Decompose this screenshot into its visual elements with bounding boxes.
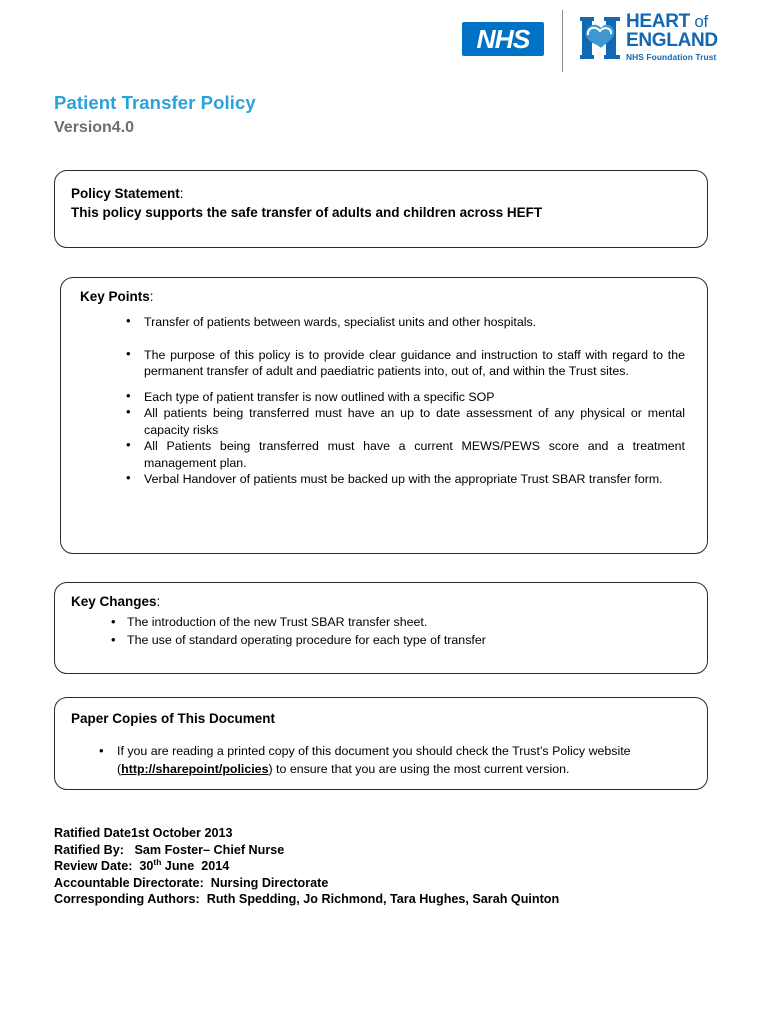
paper-copies-text-after-link: ) to ensure that you are using the most current version. [268,761,570,776]
key-changes-heading-colon: : [156,594,161,609]
key-points-list [80,314,707,488]
paper-copies-heading: Paper Copies of This Document [71,711,276,726]
list-item: • The use of standard operating procedure for each type of transfer [71,632,707,650]
document-metadata [54,825,714,908]
key-points-heading-text: Key Points [80,289,150,304]
accountable-directorate: Accountable Directorate: Nursing Directorate [54,875,329,890]
header-logo-strip [462,10,742,70]
heart-of-england-logo [580,12,740,70]
trust-logo-of: of [689,12,708,31]
key-changes-list [71,614,707,649]
policy-statement-body: This policy supports the safe transfer of adults and children across HEFT [71,205,543,220]
review-date-suffix: June 2014 [161,859,230,874]
trust-logo-subtitle: NHS Foundation Trust [626,52,717,62]
key-points-heading-colon: : [149,289,154,304]
policy-statement-heading-text: Policy Statement [71,186,180,201]
list-item: • Verbal Handover of patients must be backed up with the appropriate Trust SBAR transfer form. [80,471,707,488]
heart-monogram-icon [580,16,622,60]
key-changes-heading [71,593,707,610]
key-changes-box [54,582,708,674]
nhs-logo-text: NHS [476,24,530,54]
trust-logo-line1 [626,12,742,31]
nhs-logo [462,22,544,56]
policy-statement-heading-colon: : [179,186,184,201]
logo-divider [562,10,563,72]
key-changes-heading-text: Key Changes [71,594,157,609]
review-date [54,858,714,875]
paper-copies-box [54,697,708,790]
sharepoint-policies-link[interactable]: http://sharepoint/policies [121,761,269,776]
key-points-box [60,277,708,554]
ratified-by: Ratified By: Sam Foster– Chief Nurse [54,842,285,857]
trust-logo-wordmark [626,12,742,63]
list-item: • The introduction of the new Trust SBAR transfer sheet. [71,614,707,632]
review-date-prefix: Review Date: 30 [54,859,154,874]
list-item: • All Patients being transferred must have a current MEWS/PEWS score and a treatment management plan. [80,438,707,471]
corresponding-authors: Corresponding Authors: Ruth Spedding, Jo Richmond, Tara Hughes, Sarah Quinton [54,892,560,907]
key-points-heading [80,288,707,305]
list-item: • The purpose of this policy is to provide clear guidance and instruction to staff with regard to the permanent transfer of adult and paediatric patients into, out of, and within the Trust sites. [80,347,707,380]
document-version: Version4.0 [54,119,135,136]
trust-logo-line2: ENGLAND [626,30,718,51]
ratified-date: Ratified Date1st October 2013 [54,826,233,840]
paper-copies-text-before-link: If you are reading a printed copy of this document you should check the Trust’s Policy website ( [117,744,631,776]
list-item: • Each type of patient transfer is now outlined with a specific SOP [80,389,707,406]
paper-copies-list [71,743,707,778]
policy-statement-heading [71,184,707,203]
trust-logo-heart: HEART [626,11,690,32]
review-date-ordinal: th [153,857,162,867]
list-item: • Transfer of patients between wards, specialist units and other hospitals. [80,314,707,331]
list-item: • All patients being transferred must have an up to date assessment of any physical or mental capacity risks [80,405,707,438]
page-title: Patient Transfer Policy [54,92,256,113]
list-item [71,743,707,778]
policy-statement-box [54,170,708,248]
